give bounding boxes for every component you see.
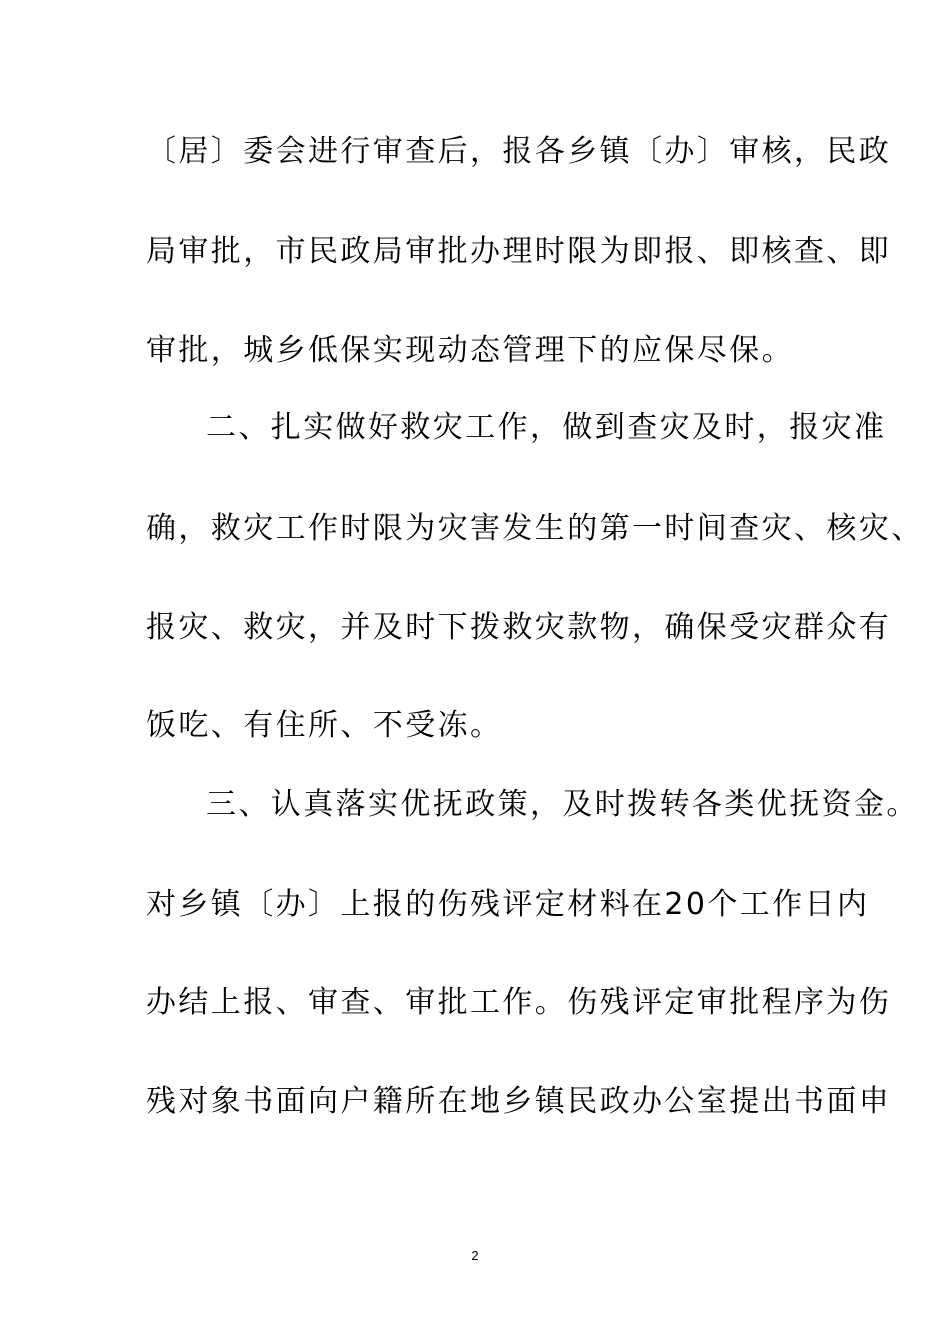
text-line-7: 饭吃、有住所、不受冻。 xyxy=(146,708,503,743)
text-line-6: 报灾、救灾，并及时下拨救灾款物，确保受灾群众有 xyxy=(146,610,892,645)
text-line-3: 审批，城乡低保实现动态管理下的应保尽保。 xyxy=(146,333,794,368)
text-line-9: 对乡镇〔办〕上报的伤残评定材料在20个工作日内 xyxy=(146,887,870,922)
text-line-2: 局审批，市民政局审批办理时限为即报、即核查、即 xyxy=(146,234,892,269)
text-line-1: 〔居〕委会进行审查后，报各乡镇〔办〕审核，民政 xyxy=(146,134,892,169)
text-line-11: 残对象书面向户籍所在地乡镇民政办公室提出书面申 xyxy=(146,1084,892,1119)
section-three-heading-line: 三、认真落实优抚政策，及时拨转各类优抚资金。 xyxy=(206,787,919,822)
text-line-5: 确，救灾工作时限为灾害发生的第一时间查灾、核灾、 xyxy=(146,511,924,546)
text-line-10: 办结上报、审查、审批工作。伤残评定审批程序为伤 xyxy=(146,985,892,1020)
page-number: 2 xyxy=(471,1248,479,1263)
section-two-heading-line: 二、扎实做好救灾工作，做到查灾及时，报灾准 xyxy=(206,410,887,445)
